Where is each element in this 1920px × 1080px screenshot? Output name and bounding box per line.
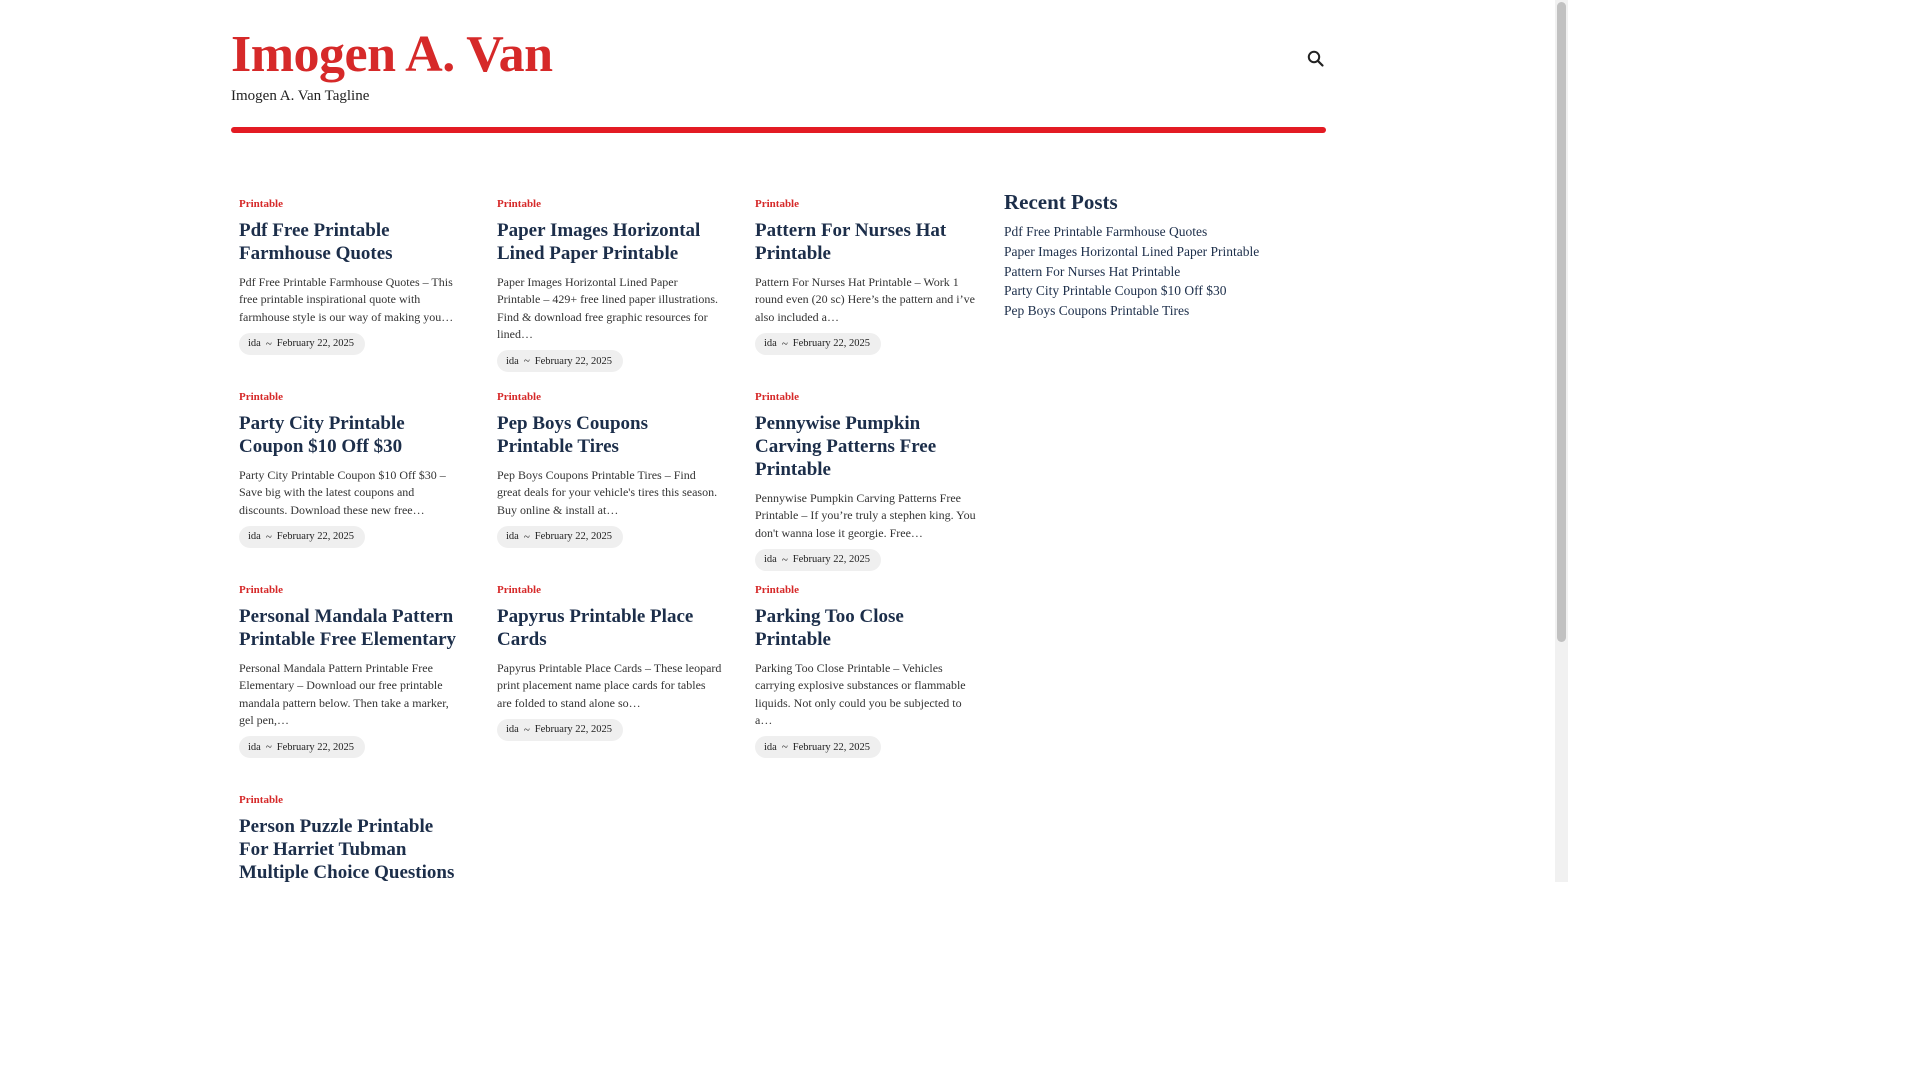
- post-card: [755, 196, 980, 355]
- header-divider: [231, 127, 1326, 133]
- post-meta: [497, 719, 623, 741]
- meta-separator-icon: ~: [265, 530, 272, 543]
- post-title-link[interactable]: Party City Printable Coupon $10 Off $30: [239, 413, 405, 457]
- post-excerpt: Pattern For Nurses Hat Printable – Work 1 round even (20 sc) Here’s the pattern and i’ve also included a…: [755, 275, 975, 324]
- post-date-link[interactable]: February 22, 2025: [792, 741, 871, 753]
- post-card: [239, 582, 464, 758]
- post-date-link[interactable]: February 22, 2025: [276, 741, 355, 753]
- recent-post-link[interactable]: Pdf Free Printable Farmhouse Quotes: [1004, 224, 1208, 239]
- post-date-link[interactable]: February 22, 2025: [534, 724, 613, 736]
- sidebar-recent-posts: [1004, 188, 1304, 321]
- post-category-link[interactable]: Printable: [239, 794, 283, 806]
- post-meta: [755, 333, 881, 355]
- post-author-link[interactable]: ida: [506, 724, 519, 736]
- post-excerpt: Personal Mandala Pattern Printable Free Elementary – Download our free printable mandala pattern below. Then take a marker, gel pen,…: [239, 661, 449, 727]
- post-meta: [755, 736, 881, 758]
- post-author-link[interactable]: ida: [506, 355, 519, 367]
- post-card: [497, 389, 722, 548]
- post-author-link[interactable]: ida: [764, 554, 777, 566]
- recent-post-item[interactable]: [1004, 222, 1304, 242]
- post-author-link[interactable]: ida: [248, 338, 261, 350]
- post-meta: [497, 350, 623, 372]
- post-card: [239, 196, 464, 355]
- post-meta: [239, 736, 365, 758]
- post-meta: [497, 526, 623, 548]
- post-author-link[interactable]: ida: [248, 741, 261, 753]
- site-header: [231, 24, 1326, 136]
- scrollbar-thumb[interactable]: [1557, 2, 1566, 642]
- recent-posts-list: [1004, 222, 1304, 321]
- sidebar-heading: Recent Posts: [1004, 190, 1118, 214]
- post-excerpt: Papyrus Printable Place Cards – These leopard print placement name place cards for tables are folded to stand alone so…: [497, 661, 722, 710]
- meta-separator-icon: ~: [523, 723, 530, 736]
- meta-separator-icon: ~: [523, 355, 530, 368]
- post-title-link[interactable]: Personal Mandala Pattern Printable Free Elementary: [239, 606, 457, 650]
- post-date-link[interactable]: February 22, 2025: [276, 338, 355, 350]
- meta-separator-icon: ~: [265, 741, 272, 754]
- scrollbar-track[interactable]: [1555, 0, 1568, 882]
- post-title-link[interactable]: Parking Too Close Printable: [755, 606, 904, 650]
- recent-post-link[interactable]: Party City Printable Coupon $10 Off $30: [1004, 283, 1227, 299]
- post-date-link[interactable]: February 22, 2025: [534, 531, 613, 543]
- post-category-link[interactable]: Printable: [239, 584, 283, 596]
- post-author-link[interactable]: ida: [248, 531, 261, 543]
- post-category-link[interactable]: Printable: [755, 391, 799, 403]
- post-excerpt: Pennywise Pumpkin Carving Patterns Free Printable – If you’re truly a stephen king. You don't wanna lose it georgie. Free…: [755, 491, 976, 540]
- post-card: [497, 582, 722, 741]
- recent-post-item[interactable]: [1004, 301, 1304, 321]
- site-title[interactable]: Imogen A. Van: [231, 26, 553, 83]
- post-card: [755, 389, 980, 571]
- post-date-link[interactable]: February 22, 2025: [534, 355, 613, 367]
- post-excerpt: Party City Printable Coupon $10 Off $30 – Save big with the latest coupons and discounts. Download these new free…: [239, 468, 446, 517]
- recent-post-link[interactable]: Paper Images Horizontal Lined Paper Printable: [1004, 243, 1260, 259]
- post-excerpt: Parking Too Close Printable – Vehicles carrying explosive substances or flammable liquids. Not only could you be subjected to a…: [755, 661, 966, 727]
- post-category-link[interactable]: Printable: [755, 198, 799, 210]
- post-date-link[interactable]: February 22, 2025: [792, 338, 871, 350]
- recent-post-item[interactable]: [1004, 281, 1304, 301]
- post-category-link[interactable]: Printable: [497, 584, 541, 596]
- post-card: [755, 582, 980, 758]
- post-meta: [755, 549, 881, 571]
- site-tagline: Imogen A. Van Tagline: [231, 88, 370, 104]
- post-meta: [239, 333, 365, 355]
- post-category-link[interactable]: Printable: [497, 198, 541, 210]
- post-excerpt: Pep Boys Coupons Printable Tires – Find great deals for your vehicle's tires this season. Buy online & install at…: [497, 468, 718, 517]
- post-author-link[interactable]: ida: [764, 338, 777, 350]
- post-title-link[interactable]: Pdf Free Printable Farmhouse Quotes: [239, 220, 393, 264]
- search-button[interactable]: [1306, 49, 1326, 69]
- meta-separator-icon: ~: [781, 337, 788, 350]
- post-card: [497, 196, 722, 372]
- post-title-link[interactable]: Person Puzzle Printable For Harriet Tubman Multiple Choice Questions: [239, 816, 455, 883]
- post-title-link[interactable]: Paper Images Horizontal Lined Paper Printable: [497, 220, 701, 264]
- post-author-link[interactable]: ida: [764, 741, 777, 753]
- post-card: [239, 792, 464, 893]
- meta-separator-icon: ~: [781, 741, 788, 754]
- post-meta: [239, 526, 365, 548]
- post-card: [239, 389, 464, 548]
- post-category-link[interactable]: Printable: [497, 391, 541, 403]
- post-excerpt: Paper Images Horizontal Lined Paper Printable – 429+ free lined paper illustrations. Find & download free graphic resources for lined…: [497, 275, 719, 341]
- post-excerpt: Pdf Free Printable Farmhouse Quotes – This free printable inspirational quote with farmhouse style is our way of making you…: [239, 275, 454, 324]
- post-date-link[interactable]: February 22, 2025: [276, 531, 355, 543]
- meta-separator-icon: ~: [265, 337, 272, 350]
- recent-post-link[interactable]: Pep Boys Coupons Printable Tires: [1004, 303, 1190, 319]
- post-date-link[interactable]: February 22, 2025: [792, 554, 871, 566]
- meta-separator-icon: ~: [781, 553, 788, 566]
- post-title-link[interactable]: Pep Boys Coupons Printable Tires: [497, 413, 648, 457]
- post-title-link[interactable]: Pennywise Pumpkin Carving Patterns Free Printable: [755, 413, 937, 480]
- post-category-link[interactable]: Printable: [239, 198, 283, 210]
- post-author-link[interactable]: ida: [506, 531, 519, 543]
- search-icon: [1306, 49, 1326, 69]
- post-category-link[interactable]: Printable: [755, 584, 799, 596]
- recent-post-item[interactable]: [1004, 242, 1304, 262]
- recent-post-item[interactable]: [1004, 262, 1304, 282]
- post-title-link[interactable]: Papyrus Printable Place Cards: [497, 606, 694, 650]
- meta-separator-icon: ~: [523, 530, 530, 543]
- recent-post-link[interactable]: Pattern For Nurses Hat Printable: [1004, 263, 1181, 279]
- post-title-link[interactable]: Pattern For Nurses Hat Printable: [755, 220, 947, 264]
- post-category-link[interactable]: Printable: [239, 391, 283, 403]
